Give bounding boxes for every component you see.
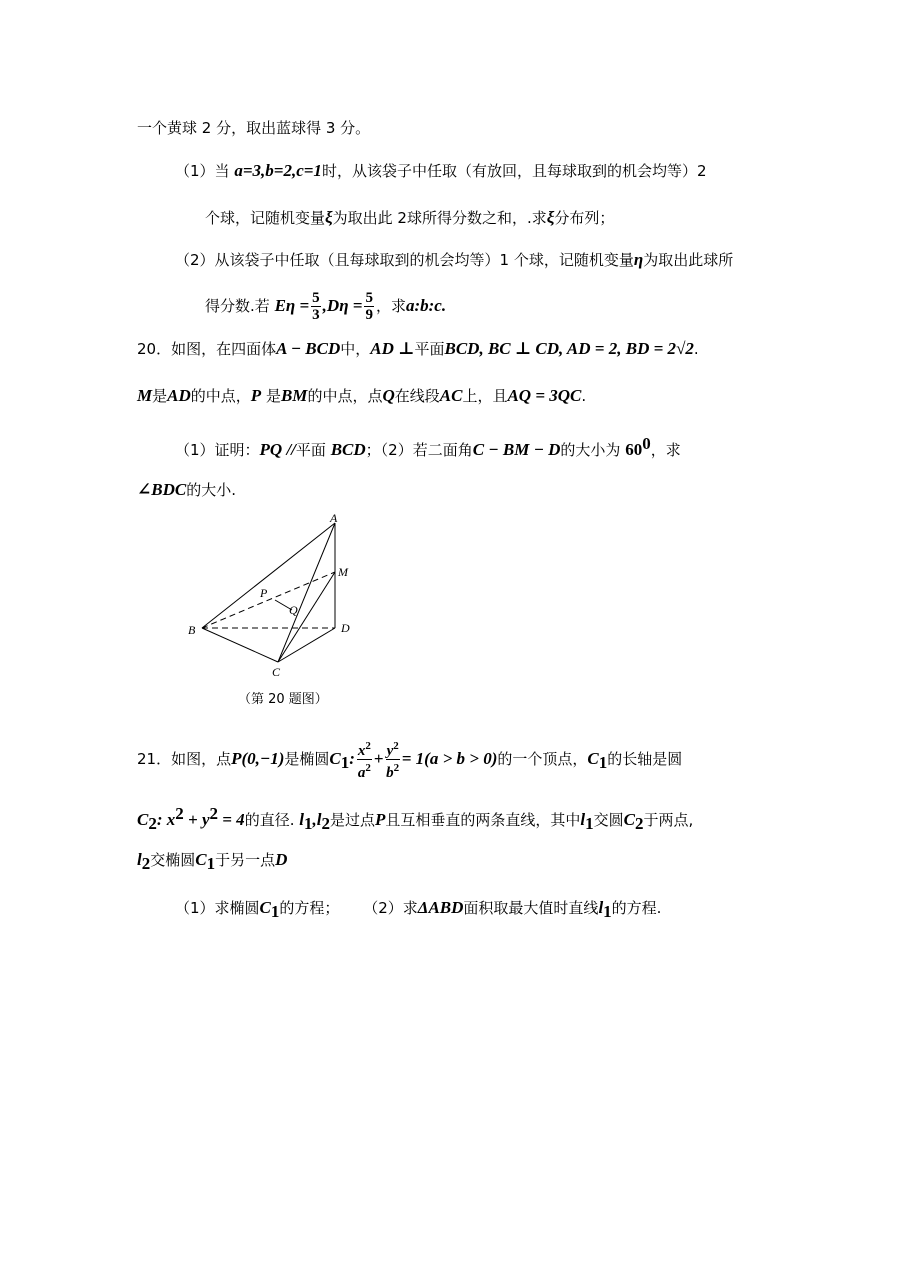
line-l2: l	[137, 850, 142, 869]
q20-line1	[137, 339, 699, 359]
equation-rhs: = 1(a > b > 0)	[401, 749, 498, 768]
subscript: 1	[585, 814, 594, 833]
text: 且互相垂直的两条直线，其中	[385, 811, 581, 829]
edge-AB	[202, 523, 335, 628]
segment-AC: AC	[439, 386, 463, 405]
xi-symbol: ξ	[325, 208, 333, 227]
q20-cond1: AD ⊥	[370, 339, 415, 358]
q19-p1-text2b: 为取出此 2球所得分数之和，.求	[332, 209, 547, 227]
frac-den: 9	[365, 307, 373, 323]
var-b: b	[386, 765, 394, 781]
frac-den: 3	[312, 307, 320, 323]
label-B: B	[188, 623, 196, 637]
expectation: Eη =	[274, 296, 310, 315]
fraction-5-3	[311, 290, 321, 323]
degree-value: 60	[625, 440, 643, 459]
line-l: l	[299, 810, 304, 829]
subscript: 2	[141, 854, 151, 873]
text: 是	[265, 387, 281, 405]
q21-line4	[175, 898, 661, 922]
plane-BCD: BCD	[330, 440, 366, 459]
circle-C2: C	[137, 810, 149, 829]
text: 的大小为	[560, 441, 621, 459]
triangle-ABD: ΔABD	[417, 898, 464, 917]
q19-part1	[175, 161, 706, 181]
text: 的直径.	[244, 811, 295, 829]
q19-part2	[175, 250, 733, 270]
segment-AD: AD	[167, 386, 191, 405]
edge-CD	[278, 628, 335, 662]
q19-p2-text: 为取出此球所	[643, 251, 734, 269]
label-P: P	[260, 586, 268, 600]
label-C: C	[272, 665, 281, 679]
point-P: P(0,−1)	[231, 749, 285, 768]
q21-line1: 21．如图，点P(0,−1)是椭圆$C_1$: $\frac{x^2}{a^2}$ + $\frac{y^2}{b^2}$ = 1(a > b > 0)的一个顶点，$C_1$的长轴是圆	[137, 740, 683, 781]
text: 是	[152, 387, 168, 405]
q21-line2: $C_2$: $x^2 + y^2 = 4$的直径. $l_1,l_2$是过点P且互相垂直的两条直线，其中$l_1$交圆$C_2$于两点,	[137, 804, 694, 833]
point-M: M	[137, 386, 153, 405]
text: 的方程；	[279, 899, 340, 917]
frac-den: $a^2$	[357, 762, 371, 781]
q19-p1-label: （1）当	[175, 162, 230, 180]
q20-line2	[137, 386, 586, 406]
q21-num: 21．如图，点	[137, 750, 232, 768]
point-P: P	[374, 810, 386, 829]
text: （1）求椭圆	[175, 899, 260, 917]
tetrahedron-figure	[180, 510, 370, 680]
label-A: A	[330, 511, 338, 525]
edge-BM-dashed	[202, 572, 335, 628]
eta-symbol: η	[633, 250, 644, 269]
q20-cond2: BCD, BC ⊥ CD, AD = 2, BD = 2√2	[444, 339, 694, 358]
q20-plane: 平面	[414, 340, 445, 358]
subscript: 1	[340, 753, 350, 772]
line-l1: l	[580, 810, 586, 829]
q19-p2-text2a: 得分数.若	[205, 297, 270, 315]
q19-intro-text: 一个黄球 2 分，取出蓝球得 3 分。	[137, 119, 371, 137]
circle-eq: : x	[156, 810, 176, 829]
subscript: 1	[206, 854, 216, 873]
subscript: 2	[321, 814, 330, 833]
point-D: D	[275, 850, 288, 869]
ratio: a:b:c.	[405, 296, 447, 315]
label-Q: Q	[289, 603, 298, 617]
q20-mid: 中，	[340, 340, 371, 358]
text: 平面	[295, 441, 326, 459]
point-P: P	[250, 386, 262, 405]
q19-p2-text2b: ，求	[375, 297, 406, 315]
segment-PQ: PQ //	[259, 440, 296, 459]
ellipse-C1: C	[195, 850, 207, 869]
ellipse-C1: C	[587, 749, 599, 768]
text: 的中点，点	[307, 387, 383, 405]
tetrahedron: A − BCD	[276, 339, 341, 358]
q19-intro	[137, 118, 370, 138]
frac-num: 5	[312, 290, 320, 306]
colon: :	[349, 749, 355, 768]
subscript: 1	[603, 902, 612, 921]
q20-dot: .	[693, 340, 699, 358]
subscript: 1	[303, 814, 313, 833]
ellipse-C1: C	[329, 749, 341, 768]
relation-AQ: AQ = 3QC	[507, 386, 582, 405]
fraction-x2-a2	[357, 738, 372, 781]
text: 的方程.	[611, 899, 662, 917]
text: 交圆	[593, 811, 624, 829]
text: 的大小.	[186, 481, 236, 499]
dihedral-angle: C − BM − D	[472, 440, 561, 459]
circle-eq: + y	[183, 810, 210, 829]
subscript: 1	[270, 902, 280, 921]
q19-p1-text: 时，从该袋子中任取（有放回，且每球取到的机会均等）2	[321, 162, 707, 180]
angle-BDC: ∠BDC	[137, 480, 187, 499]
text: ，求	[650, 441, 681, 459]
q21-line3	[137, 850, 287, 874]
frac-den: $b^2$	[386, 762, 400, 781]
segment-BM: BM	[280, 386, 308, 405]
q19-part1-line2	[205, 208, 614, 228]
xi-symbol-2: ξ	[546, 208, 555, 227]
q20-line4	[137, 480, 236, 500]
text: 面积取最大值时直线	[463, 899, 599, 917]
text: 交椭圆	[150, 851, 196, 869]
figure-caption: （第 20 题图）	[238, 692, 328, 707]
q20-num: 20．如图，在四面体	[137, 340, 277, 358]
subscript: 2	[634, 814, 644, 833]
text: 上，且	[462, 387, 508, 405]
circle-eq: = 4	[218, 810, 245, 829]
fraction-5-9	[364, 290, 374, 323]
text: 在线段	[394, 387, 440, 405]
text: （2）求	[363, 899, 418, 917]
q19-p2-label: （2）从该袋子中任取（且每球取到的机会均等）1 个球，记随机变量	[175, 251, 634, 269]
text: 的长轴是圆	[607, 750, 683, 768]
text: 于另一点	[215, 851, 276, 869]
q19-p1-text2a: 个球，记随机变量	[205, 209, 326, 227]
var-x: x	[357, 743, 366, 759]
line-l1: l	[598, 898, 604, 917]
frac-num: 5	[365, 290, 373, 306]
point-Q: Q	[382, 386, 395, 405]
degree-sup: 0	[642, 434, 651, 453]
ellipse-C1: C	[259, 898, 271, 917]
edge-BC	[202, 628, 278, 662]
text: （1）证明：	[175, 441, 260, 459]
subscript: 1	[598, 753, 608, 772]
text: 的中点，	[190, 387, 251, 405]
text: ；（2）若二面角	[365, 441, 473, 459]
text: 于两点,	[643, 811, 694, 829]
text: 是过点	[329, 811, 375, 829]
text: .	[581, 387, 587, 405]
q19-part2-line2	[205, 288, 446, 324]
frac-num: $x^2$	[357, 740, 371, 759]
label-M: M	[338, 565, 348, 579]
label-D: D	[341, 621, 350, 635]
fraction-y2-b2	[386, 738, 400, 781]
text: 的一个顶点，	[497, 750, 588, 768]
frac-num: $y^2$	[386, 740, 399, 759]
variance: ,Dη =	[322, 296, 363, 315]
edge-MC	[278, 572, 335, 662]
subscript: 2	[148, 814, 157, 833]
circle-C2: C	[623, 810, 635, 829]
q19-p1-text2c: 分布列；	[554, 209, 615, 227]
text: 是椭圆	[284, 750, 330, 768]
q20-line3	[175, 434, 681, 460]
line-l: ,l	[312, 810, 322, 829]
var-y: y	[386, 743, 394, 759]
q19-p1-cond: a=3,b=2,c=1	[234, 161, 322, 180]
var-a: a	[357, 765, 366, 781]
